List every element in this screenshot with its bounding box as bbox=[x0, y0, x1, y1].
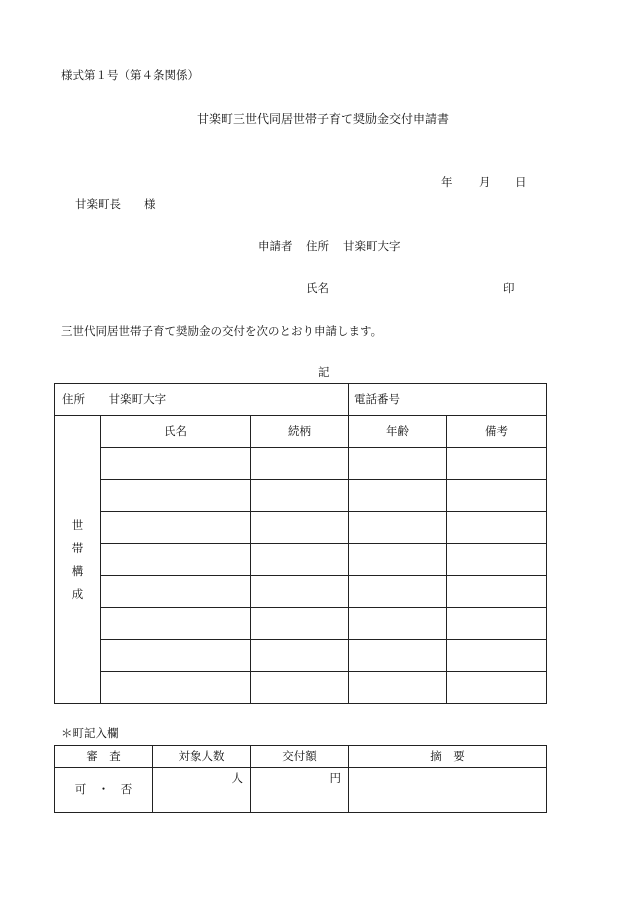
ki-heading: 記 bbox=[318, 365, 330, 379]
date-day-label: 日 bbox=[515, 175, 527, 189]
member-age-field[interactable] bbox=[349, 672, 447, 704]
header-age: 年齢 bbox=[349, 416, 447, 448]
member-name-field[interactable] bbox=[101, 640, 251, 672]
header-remarks: 備考 bbox=[447, 416, 547, 448]
table-row bbox=[55, 480, 547, 512]
member-remarks-field[interactable] bbox=[447, 480, 547, 512]
header-review: 審 査 bbox=[55, 746, 153, 768]
member-age-field[interactable] bbox=[349, 448, 447, 480]
form-number: 様式第１号（第４条関係） bbox=[61, 68, 199, 82]
phone-number-label: 電話番号 bbox=[354, 391, 401, 406]
member-name-field[interactable] bbox=[101, 544, 251, 576]
applicant-name-label: 氏名 bbox=[306, 281, 329, 295]
member-name-field[interactable] bbox=[101, 512, 251, 544]
eligible-count-field[interactable] bbox=[153, 768, 251, 813]
member-age-field[interactable] bbox=[349, 608, 447, 640]
household-address-label: 住所 bbox=[62, 391, 85, 406]
review-result: 可 ・ 否 bbox=[74, 782, 133, 797]
member-remarks-field[interactable] bbox=[447, 672, 547, 704]
document-title: 甘楽町三世代同居世帯子育て奨励金交付申請書 bbox=[197, 112, 450, 126]
member-name-field[interactable] bbox=[101, 448, 251, 480]
member-remarks-field[interactable] bbox=[447, 640, 547, 672]
table-row bbox=[55, 448, 547, 480]
review-result-cell bbox=[55, 768, 153, 813]
member-relationship-field[interactable] bbox=[251, 672, 349, 704]
header-eligible-count: 対象人数 bbox=[153, 746, 251, 768]
office-use-label: ＊町記入欄 bbox=[61, 726, 119, 740]
member-name-field[interactable] bbox=[101, 480, 251, 512]
header-grant-amount: 交付額 bbox=[251, 746, 349, 768]
member-relationship-field[interactable] bbox=[251, 576, 349, 608]
member-relationship-field[interactable] bbox=[251, 544, 349, 576]
household-address-value: 甘楽町大字 bbox=[108, 391, 167, 406]
table-row bbox=[55, 544, 547, 576]
household-composition-label: 世 帯 構 成 bbox=[55, 416, 101, 704]
member-age-field[interactable] bbox=[349, 576, 447, 608]
household-table bbox=[54, 383, 547, 704]
amount-unit: 円 bbox=[329, 771, 341, 785]
table-row bbox=[55, 672, 547, 704]
header-relationship: 続柄 bbox=[251, 416, 349, 448]
household-address-cell bbox=[55, 384, 349, 416]
summary-field[interactable] bbox=[349, 768, 547, 813]
addressee: 甘楽町長 様 bbox=[75, 197, 156, 211]
grant-amount-field[interactable] bbox=[251, 768, 349, 813]
member-remarks-field[interactable] bbox=[447, 544, 547, 576]
member-name-field[interactable] bbox=[101, 576, 251, 608]
member-age-field[interactable] bbox=[349, 512, 447, 544]
member-remarks-field[interactable] bbox=[447, 608, 547, 640]
application-statement: 三世代同居世帯子育て奨励金の交付を次のとおり申請します。 bbox=[61, 324, 383, 338]
seal-mark: 印 bbox=[503, 281, 515, 295]
header-summary: 摘 要 bbox=[349, 746, 547, 768]
table-row bbox=[55, 608, 547, 640]
table-row bbox=[55, 512, 547, 544]
member-relationship-field[interactable] bbox=[251, 512, 349, 544]
member-relationship-field[interactable] bbox=[251, 608, 349, 640]
member-relationship-field[interactable] bbox=[251, 448, 349, 480]
member-remarks-field[interactable] bbox=[447, 576, 547, 608]
member-name-field[interactable] bbox=[101, 672, 251, 704]
member-relationship-field[interactable] bbox=[251, 480, 349, 512]
office-use-table bbox=[54, 745, 547, 813]
member-age-field[interactable] bbox=[349, 544, 447, 576]
header-name: 氏名 bbox=[101, 416, 251, 448]
member-relationship-field[interactable] bbox=[251, 640, 349, 672]
applicant-address-value: 甘楽町大字 bbox=[343, 239, 401, 253]
table-row bbox=[55, 640, 547, 672]
table-row bbox=[55, 576, 547, 608]
member-name-field[interactable] bbox=[101, 608, 251, 640]
applicant-label: 申請者 bbox=[258, 239, 293, 253]
count-unit: 人 bbox=[231, 771, 243, 785]
phone-number-cell bbox=[349, 384, 547, 416]
member-remarks-field[interactable] bbox=[447, 512, 547, 544]
member-age-field[interactable] bbox=[349, 480, 447, 512]
applicant-address-label: 住所 bbox=[306, 239, 329, 253]
date-month-label: 月 bbox=[479, 175, 491, 189]
member-age-field[interactable] bbox=[349, 640, 447, 672]
member-remarks-field[interactable] bbox=[447, 448, 547, 480]
date-year-label: 年 bbox=[441, 175, 453, 189]
